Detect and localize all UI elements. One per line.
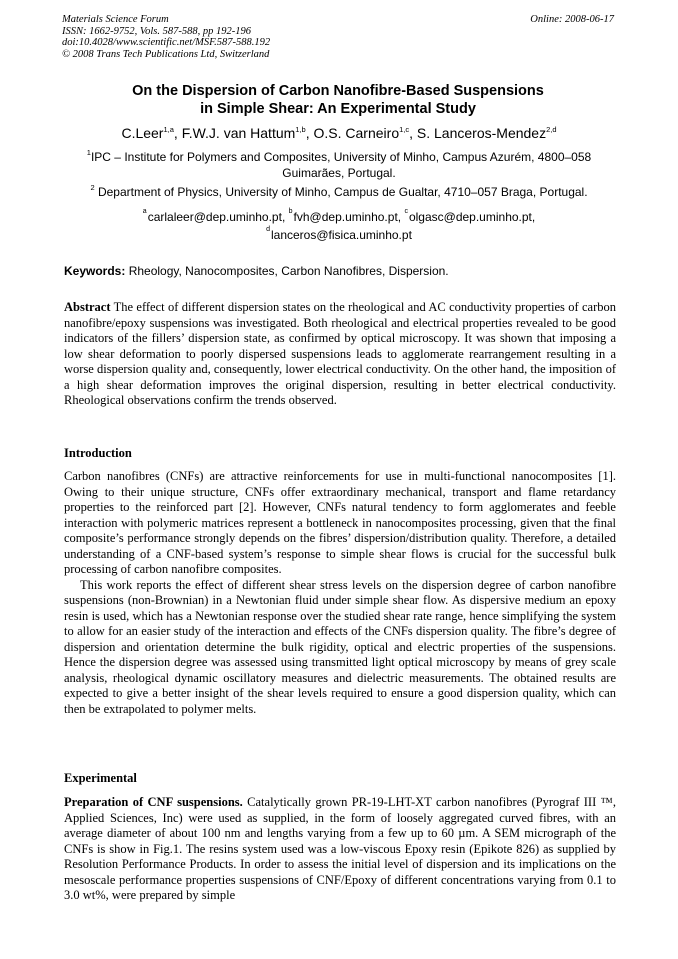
- paper-title: [60, 82, 616, 118]
- author-separator: ,: [305, 125, 314, 141]
- subsection-heading: Preparation of CNF suspensions.: [64, 795, 243, 809]
- author-sup: 1,b: [295, 125, 306, 134]
- affiliation-1: [70, 150, 608, 181]
- email-sup: b: [288, 208, 293, 215]
- journal-header: [62, 14, 382, 60]
- affiliation-text: IPC – Institute for Polymers and Composites, University of Minho, Campus Azurém, 4800–058 Guimarães, Portugal.: [90, 150, 592, 180]
- author-separator: ,: [409, 125, 417, 141]
- abstract-label: Abstract: [64, 300, 111, 314]
- paragraph: Catalytically grown PR-19-LHT-XT carbon nanofibres (Pyrograf III ™, Applied Sciences, Inc) were used as supplied, in the form of loosely aggregated curved fibres, with an average diameter of about 100 nm and lengths varying from a few up to 60 µm. A SEM micrograph of the CNFs is show in Fig.1. The resins system used was a low-viscous Epoxy resin (Epikote 826) as supplied by Resolution Performance Products. In order to assess the initial level of dispersion and its implications on the mesoscale performance properties suspensions of CNF/Epoxy of different concentrations varying from 0.1 to 3.0 wt%, were prepared by simple: [64, 795, 616, 902]
- journal-name: Materials Science Forum: [62, 14, 169, 25]
- email-address[interactable]: olgasc@dep.uminho.pt,: [408, 210, 536, 224]
- paragraph: This work reports the effect of different shear stress levels on the dispersion degree of carbon nanofibre suspensions (non-Brownian) in a Newtonian fluid under simple shear flow. As dispersive medium an epoxy resin is used, which has a Newtonian response over the studied shear rate range, hence simplifying the system to allow for an easier study of the interaction and effects of the CNFs dispersion quality. The fibre’s degree of dispersion and orientation determine the bulk rigidity, optical and electric properties of the suspensions. Hence the dispersion degree was assessed using transmitted light optical microscopy by means of grey scale analysis, rheological dynamic oscillatory measures and dielectric measurements. The obtained results are expected to give a better insight of the shear levels required to ensure a good dispersion quality, which can then be extrapolated to polymer melts.: [64, 577, 616, 716]
- journal-copyright: © 2008 Trans Tech Publications Ltd, Switzerland: [62, 48, 270, 60]
- title-line-1: On the Dispersion of Carbon Nanofibre-Based Suspensions: [132, 83, 544, 99]
- affiliation-text: Department of Physics, University of Minho, Campus de Gualtar, 4710–057 Braga, Portugal.: [94, 185, 588, 199]
- author-list: [40, 124, 638, 142]
- email-sup: a: [142, 208, 147, 215]
- author-sup: 1,c: [399, 125, 410, 134]
- affiliation-sup: 1: [86, 148, 91, 157]
- abstract: [64, 300, 616, 409]
- section-heading-introduction: Introduction: [64, 446, 132, 460]
- experimental-body: [64, 795, 616, 904]
- author-name: C.Leer: [121, 125, 164, 141]
- author-name: S. Lanceros-Mendez: [416, 125, 547, 141]
- email-sup: c: [404, 208, 408, 215]
- affiliation-sup: 2: [90, 183, 95, 192]
- abstract-text: The effect of different dispersion states on the rheological and AC conductivity properties of carbon nanofibre/epoxy suspensions was investigated. Both rheological and electrical properties revealed to be good indicators of the fillers’ dispersion state, as confirmed by optical microscopy. It was shown that imposing a low shear deformation to poorly dispersed suspensions leads to agglomerate rearrangement resulting in a worse dispersion quality and, consequently, lower electrical conductivity. On the other hand, the imposition of a high shear deformation improves the original dispersion, resulting in better electrical conductivity. Rheological observations confirm the trends observed.: [64, 300, 616, 407]
- section-heading-experimental: Experimental: [64, 771, 137, 785]
- author-sup: 1,a: [163, 125, 174, 134]
- title-line-2: in Simple Shear: An Experimental Study: [200, 101, 476, 117]
- journal-doi: doi:10.4028/www.scientific.net/MSF.587-588.192: [62, 37, 271, 48]
- keywords-text: Rheology, Nanocomposites, Carbon Nanofibres, Dispersion.: [125, 264, 449, 278]
- author-name: F.W.J. van Hattum: [181, 125, 296, 141]
- online-date: Online: 2008-06-17: [530, 14, 614, 25]
- author-name: O.S. Carneiro: [313, 125, 400, 141]
- email-line-2: [70, 226, 608, 244]
- introduction-body: [64, 469, 616, 717]
- paragraph: Carbon nanofibres (CNFs) are attractive reinforcements for use in multi-functional nanocomposites [1]. Owing to their unique structure, CNFs offer extraordinary mechanical, transport and flame retardancy properties to the reinforced part [2]. However, CNFs natural tendency to form agglomerates and feeble interaction with polymeric matrices represent a bottleneck in nanocomposites processing, given that the final composite’s performance strongly depends on the fibres’ dispersion/distribution quality. Therefore, a detailed understanding of a CNF-based system’s response to simple shear flows is crucial for the successful bulk processing of carbon nanofibre composites.: [64, 469, 616, 576]
- author-separator: ,: [173, 125, 182, 141]
- email-address[interactable]: carlaleer@dep.uminho.pt,: [147, 210, 289, 224]
- keywords-label: Keywords:: [64, 264, 126, 278]
- journal-issn: ISSN: 1662-9752, Vols. 587-588, pp 192-196: [62, 25, 251, 37]
- email-address[interactable]: fvh@dep.uminho.pt,: [293, 210, 405, 224]
- affiliation-2: [40, 185, 638, 201]
- email-line-1: [70, 208, 608, 226]
- email-sup: d: [266, 226, 270, 233]
- author-sup: 2,d: [546, 125, 557, 134]
- keywords: [64, 264, 616, 279]
- email-address[interactable]: lanceros@fisica.uminho.pt: [270, 228, 412, 242]
